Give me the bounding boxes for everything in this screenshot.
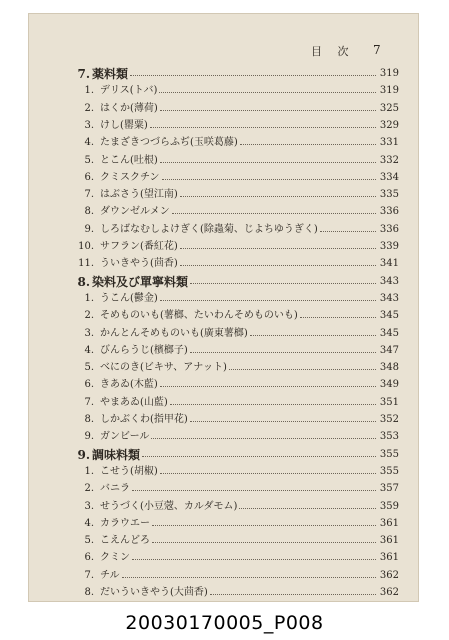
toc-number: 2. <box>84 310 94 322</box>
toc-leader-dots <box>132 549 376 560</box>
toc-label: うこん(鬱金) <box>100 292 158 304</box>
toc-item-row <box>28 359 419 377</box>
toc-label: はくか(薄荷) <box>100 102 158 114</box>
toc-page-number: 357 <box>379 483 399 495</box>
toc-label: 調味料類 <box>92 447 141 462</box>
toc-label: カラウエー <box>100 517 150 529</box>
toc-item-row <box>28 515 419 533</box>
toc-leader-dots <box>240 134 376 145</box>
toc-label: とこん(吐根) <box>100 154 158 166</box>
toc-page-number: 351 <box>379 396 399 408</box>
toc-item-row <box>28 394 419 412</box>
toc-page-number: 319 <box>379 68 399 79</box>
toc-leader-dots <box>170 394 376 405</box>
toc-page-number: 335 <box>379 189 399 201</box>
toc-number: 6. <box>84 552 94 564</box>
image-caption: 20030170005_P008 <box>125 612 324 634</box>
toc-label: こえんどろ <box>100 535 150 547</box>
toc-label: クミン <box>100 552 130 564</box>
toc-number: 8. <box>84 587 94 598</box>
toc-number: 3. <box>84 119 94 131</box>
toc-leader-dots <box>142 446 376 457</box>
toc-label: びんらうじ(檳榔子) <box>100 344 188 356</box>
toc-page-number: 362 <box>379 587 399 598</box>
toc-number: 4. <box>84 137 94 149</box>
header-title: 目 次 <box>311 45 355 58</box>
toc-label: バニラ <box>100 483 130 495</box>
toc-leader-dots <box>152 532 376 543</box>
toc-label: しろばなむしよけぎく(除蟲菊、じよちゆうぎく) <box>100 223 318 235</box>
toc-leader-dots <box>132 480 376 491</box>
toc-item-row <box>28 532 419 550</box>
toc-label: たまざきつづらふぢ(玉咲葛藤) <box>100 137 238 149</box>
toc-number: 1. <box>84 465 94 477</box>
toc-item-row <box>28 82 419 100</box>
toc-leader-dots <box>229 359 376 370</box>
toc-item-row <box>28 152 419 170</box>
toc-page-number: 347 <box>379 344 399 356</box>
toc-item-row <box>28 290 419 308</box>
header-page-number: 7 <box>373 43 381 57</box>
toc-number: 2. <box>84 483 94 495</box>
toc-leader-dots <box>160 100 376 111</box>
toc-item-row <box>28 567 419 585</box>
toc-page-number: 349 <box>379 379 399 391</box>
toc-page-number: 359 <box>379 500 399 512</box>
table-of-contents <box>28 13 419 602</box>
toc-page-number: 341 <box>379 258 399 270</box>
toc-number: 4. <box>84 517 94 529</box>
toc-leader-dots <box>151 428 376 439</box>
toc-label: かんとんそめものいも(廣東薯榔) <box>100 327 248 339</box>
toc-item-row <box>28 411 419 429</box>
toc-item-row <box>28 203 419 221</box>
toc-label: 薬料類 <box>92 67 129 81</box>
toc-page-number: 352 <box>379 414 399 425</box>
toc-page-number: 334 <box>379 171 399 183</box>
toc-label: はぶさう(望江南) <box>100 189 178 201</box>
toc-number: 9. <box>84 223 94 235</box>
toc-label: 染料及び單寧料類 <box>92 274 189 289</box>
toc-page-number: 319 <box>379 85 399 97</box>
toc-leader-dots <box>239 498 376 509</box>
toc-label: ガンビール <box>100 431 150 443</box>
toc-item-row <box>28 428 419 446</box>
toc-leader-dots <box>159 82 376 93</box>
toc-page-number: 336 <box>379 223 399 235</box>
toc-leader-dots <box>320 221 376 232</box>
toc-number: 8. <box>77 274 90 289</box>
toc-label: けし(罌粟) <box>100 119 148 131</box>
toc-item-row <box>28 376 419 394</box>
toc-label: デリス(トバ) <box>100 85 158 97</box>
toc-number: 5. <box>84 535 94 547</box>
toc-leader-dots <box>122 567 376 578</box>
toc-item-row <box>28 169 419 187</box>
toc-page-number: 336 <box>379 206 399 218</box>
toc-section-row <box>28 273 419 291</box>
toc-page-number: 355 <box>379 448 399 460</box>
toc-page-number: 339 <box>379 241 399 252</box>
toc-item-row <box>28 549 419 567</box>
toc-item-row <box>28 100 419 118</box>
toc-item-row <box>28 307 419 325</box>
toc-number: 11. <box>78 258 94 270</box>
toc-leader-dots <box>152 515 376 526</box>
toc-number: 3. <box>84 500 94 512</box>
toc-number: 8. <box>84 414 94 425</box>
toc-page-number: 343 <box>379 275 399 287</box>
toc-item-row <box>28 255 419 273</box>
toc-label: そめものいも(薯榔、たいわんそめものいも) <box>100 310 298 322</box>
toc-item-row <box>28 498 419 516</box>
toc-number: 5. <box>84 154 94 166</box>
toc-number: 3. <box>84 327 94 339</box>
toc-leader-dots <box>130 65 376 76</box>
toc-section-row <box>28 446 419 464</box>
toc-label: べにのき(ビキサ、アナット) <box>100 362 227 374</box>
toc-item-row <box>28 325 419 343</box>
toc-page-number: 325 <box>379 102 399 114</box>
toc-number: 4. <box>84 344 94 356</box>
toc-number: 10. <box>78 241 94 252</box>
toc-number: 5. <box>84 362 94 374</box>
toc-number: 7. <box>77 67 90 81</box>
toc-leader-dots <box>190 342 376 353</box>
toc-page-number: 353 <box>379 431 399 443</box>
toc-label: こせう(胡椒) <box>100 465 158 477</box>
toc-leader-dots <box>190 411 376 422</box>
toc-page-number: 332 <box>379 154 399 166</box>
toc-item-row <box>28 221 419 239</box>
toc-leader-dots <box>180 238 376 249</box>
toc-leader-dots <box>300 307 376 318</box>
toc-item-row <box>28 463 419 481</box>
toc-number: 7. <box>84 396 94 408</box>
toc-label: しかぶくわ(指甲花) <box>100 414 188 425</box>
toc-leader-dots <box>180 186 376 197</box>
toc-page-number: 345 <box>379 310 399 322</box>
toc-number: 6. <box>84 379 94 391</box>
toc-page-number: 361 <box>379 517 399 529</box>
toc-label: ダウンゼルメン <box>100 206 170 218</box>
toc-leader-dots <box>250 325 376 336</box>
toc-label: だいういきやう(大茴香) <box>100 587 208 598</box>
toc-page-number: 329 <box>379 119 399 131</box>
toc-label: せうづく(小豆蔲、カルダモム) <box>100 500 238 512</box>
toc-leader-dots <box>172 203 376 214</box>
book-page <box>28 13 419 602</box>
toc-leader-dots <box>160 463 376 474</box>
toc-page-number: 362 <box>379 569 399 581</box>
toc-number: 2. <box>84 102 94 114</box>
toc-page-number: 331 <box>379 137 399 149</box>
toc-page-number: 361 <box>379 552 399 564</box>
toc-page-number: 343 <box>379 292 399 304</box>
toc-number: 6. <box>84 171 94 183</box>
toc-number: 1. <box>84 292 94 304</box>
toc-item-row <box>28 342 419 360</box>
toc-page-number: 355 <box>379 465 399 477</box>
toc-label: クミスクチン <box>100 171 160 183</box>
toc-item-row <box>28 480 419 498</box>
toc-item-row <box>28 134 419 152</box>
toc-label: きあゐ(木藍) <box>100 379 158 391</box>
toc-leader-dots <box>160 376 376 387</box>
toc-leader-dots <box>210 584 376 595</box>
toc-item-row <box>28 186 419 204</box>
toc-page-number: 345 <box>379 327 399 339</box>
toc-number: 9. <box>84 431 94 443</box>
toc-label: ういきやう(茴香) <box>100 258 178 270</box>
toc-leader-dots <box>162 169 376 180</box>
toc-number: 7. <box>84 569 94 581</box>
toc-section-row <box>28 65 419 83</box>
toc-item-row <box>28 117 419 135</box>
toc-label: チル <box>100 569 120 581</box>
toc-item-row <box>28 238 419 256</box>
toc-leader-dots <box>190 273 376 284</box>
toc-leader-dots <box>150 117 376 128</box>
toc-label: やまあゐ(山藍) <box>100 396 168 408</box>
toc-item-row <box>28 584 419 602</box>
toc-label: サフラン(番紅花) <box>100 241 178 252</box>
toc-number: 9. <box>77 447 90 462</box>
toc-leader-dots <box>180 255 376 266</box>
toc-number: 1. <box>84 85 94 97</box>
toc-leader-dots <box>160 152 376 163</box>
toc-page-number: 348 <box>379 362 399 374</box>
toc-number: 8. <box>84 206 94 218</box>
toc-number: 7. <box>84 189 94 201</box>
toc-leader-dots <box>160 290 376 301</box>
toc-page-number: 361 <box>379 535 399 547</box>
